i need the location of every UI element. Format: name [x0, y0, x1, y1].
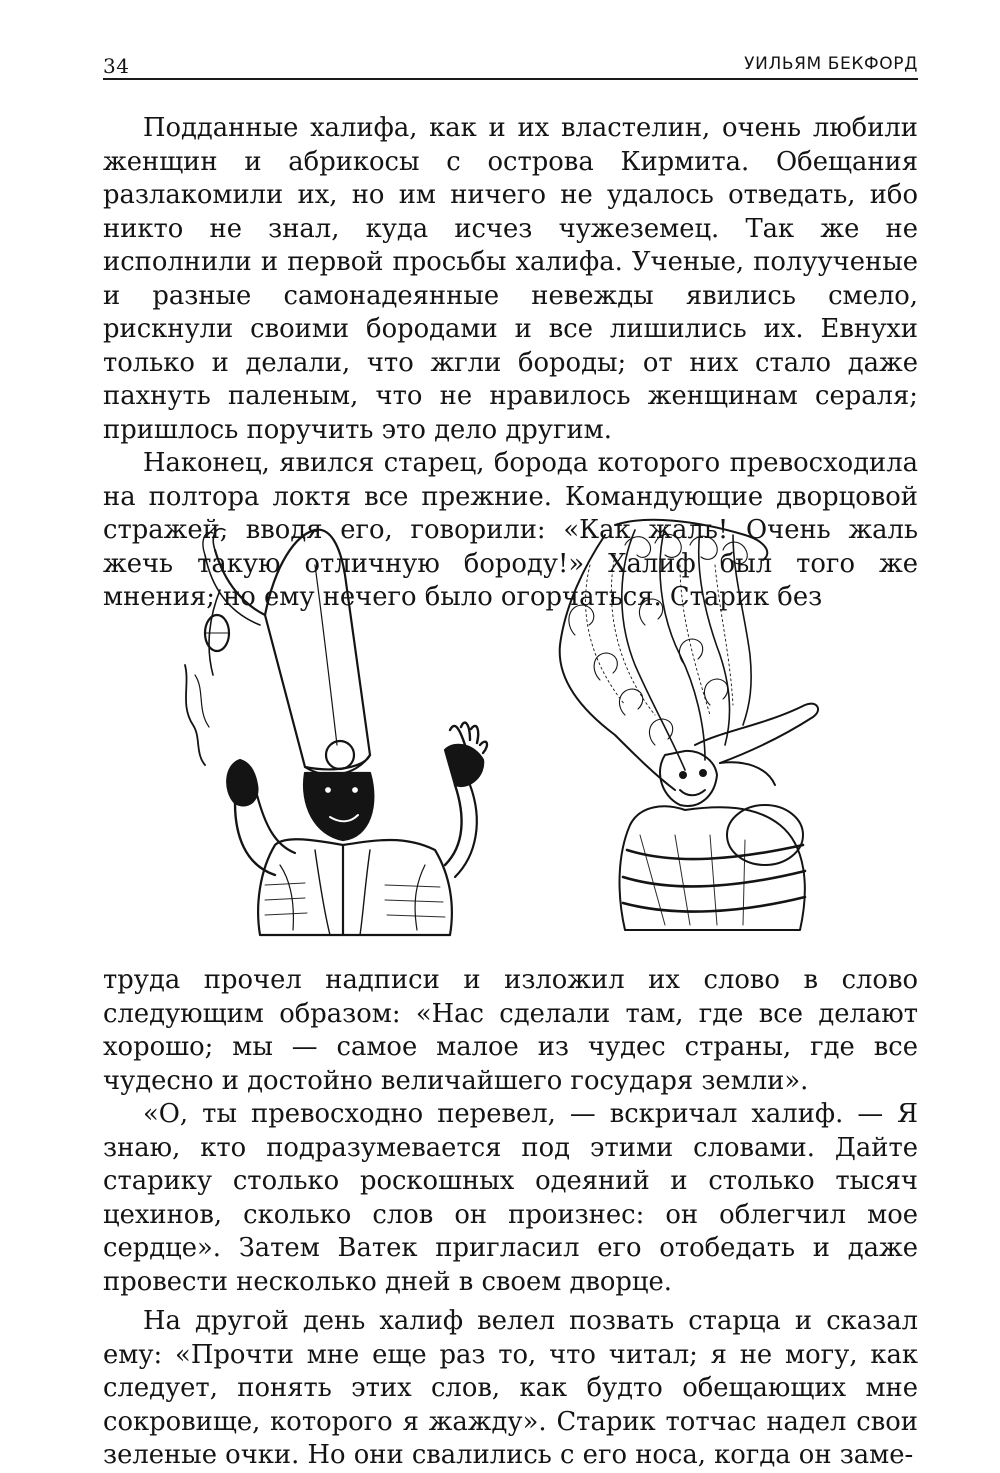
- man-with-tall-hat-illustration-icon: [165, 505, 505, 945]
- paragraph: труда прочел надписи и изложил их слово в слово следующим образом: «Нас сделали там, где все делают хорошо; мы — самое малое из чудес страны, где все чудесно и достойно величайшего государя земли».: [103, 965, 918, 1096]
- paragraph: «О, ты превосходно перевел, — вскричал халиф. — Я знаю, кто подразумевается под этими словами. Дайте старику столько роскошных одеяний и столько тысяч цехинов, сколько слов он произнес: он облегчил мое сердце». Затем Ватек пригласил его отобедать и даже провести несколько дней в своем дворце.: [103, 1099, 918, 1297]
- text-block-bottom: [103, 964, 918, 1473]
- old-man-with-long-beard-illustration-icon: [505, 505, 845, 945]
- page-header: [103, 50, 918, 80]
- page-number: 34: [103, 54, 130, 78]
- running-head: УИЛЬЯМ БЕКФОРД: [744, 54, 918, 74]
- paragraph: Подданные халифа, как и их властелин, очень любили женщин и абрикосы с острова Кирмита. Обещания разлакомили их, но им ничего не удалось отведать, ибо никто не знал, куда исчез чужеземец. Так же не исполнили и первой просьбы халифа. Ученые, полуученые и разные самонадеянные невежды явились смело, рискнули своими бородами и все лишились их. Евнухи только и делали, что жгли бороды; от них стало даже пахнуть паленым, что не нравилось женщинам сераля; пришлось поручить это дело другим.: [103, 113, 918, 445]
- paragraph: На другой день халиф велел позвать старца и сказал ему: «Прочти мне еще раз то, что читал; я не могу, как следует, понять этих слов, как будто обещающих мне сокровище, которого я жажду». Старик тотчас надел свои зеленые очки. Но они свалились с его носа, когда он заме-: [103, 1306, 918, 1470]
- paragraph: Наконец, явился старец, борода которого превосходила на полтора локтя все прежние. Командующие дворцовой стражей, вводя его, говорили: «Как жаль! Очень жаль жечь такую отличную бороду!» Халиф был того же мнения; но ему нечего было огорчаться. Старик без: [103, 448, 918, 612]
- illustration: [165, 505, 845, 945]
